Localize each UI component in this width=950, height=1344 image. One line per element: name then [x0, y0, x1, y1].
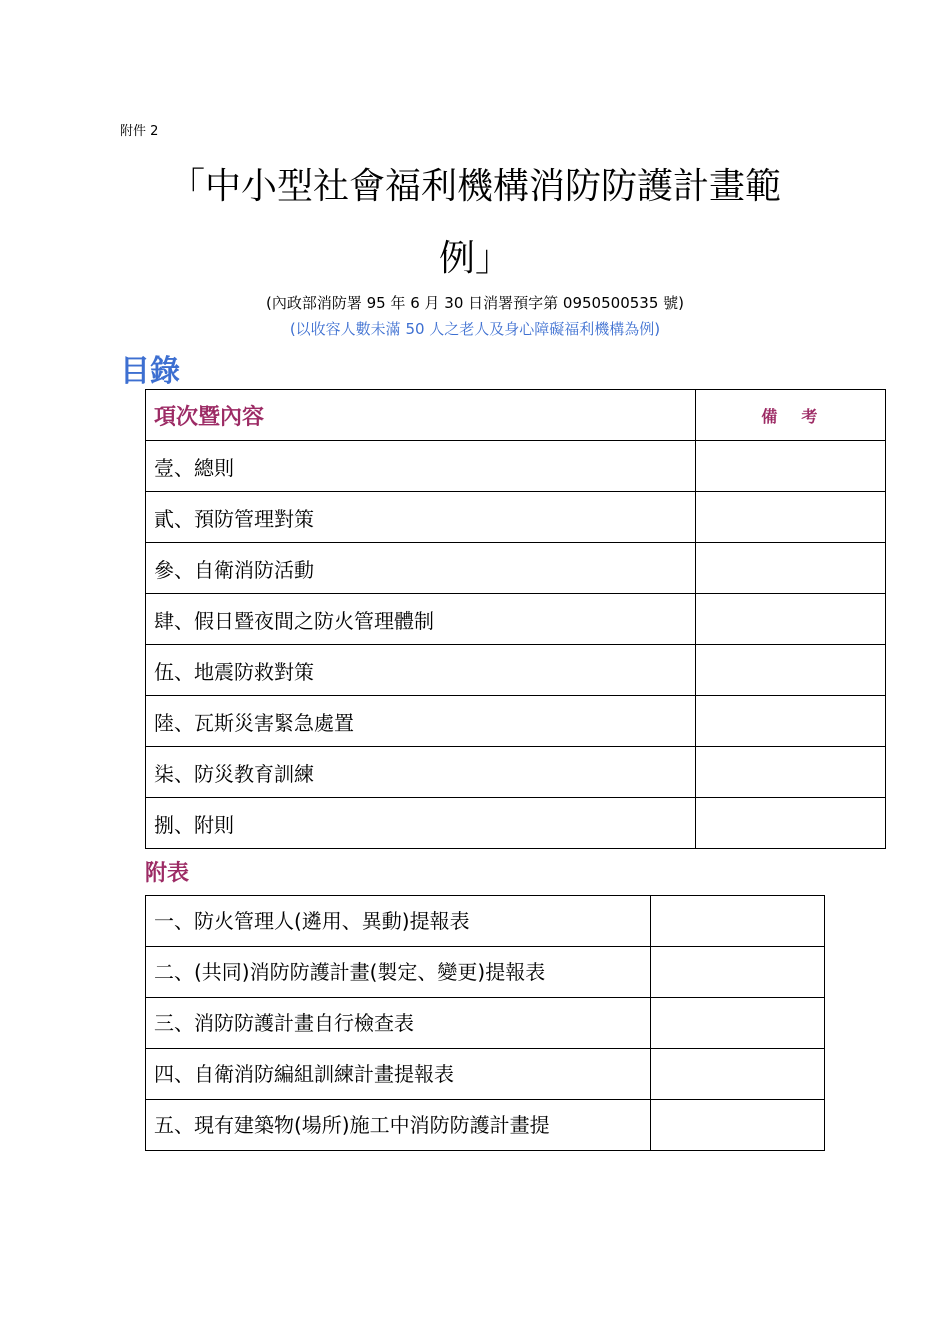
toc-remark-cell — [695, 492, 885, 543]
table-row — [146, 492, 886, 543]
toc-item: 柒、防災教育訓練 — [146, 747, 696, 798]
appendix-item: 四、自衛消防編組訓練計畫提報表 — [146, 1049, 651, 1100]
appendix-remark-cell — [651, 1100, 825, 1151]
table-row — [146, 543, 886, 594]
toc-heading: 目錄 — [120, 354, 180, 389]
table-row — [146, 896, 825, 947]
appendix-table — [145, 895, 825, 1151]
table-row — [146, 947, 825, 998]
document-reference: (內政部消防署 95 年 6 月 30 日消署預字第 0950500535 號) — [265, 294, 684, 312]
table-row — [146, 696, 886, 747]
toc-column-content-header: 項次暨內容 — [146, 390, 696, 441]
page-title-line-2: 例」 — [438, 238, 511, 279]
toc-item: 陸、瓦斯災害緊急處置 — [146, 696, 696, 747]
appendix-remark-cell — [651, 896, 825, 947]
toc-remark-cell — [695, 798, 885, 849]
table-row — [146, 1049, 825, 1100]
appendix-item: 五、現有建築物(場所)施工中消防防護計畫提 — [146, 1100, 651, 1151]
table-row — [146, 798, 886, 849]
toc-header-row — [146, 390, 886, 441]
toc-remark-cell — [695, 441, 885, 492]
table-row — [146, 1100, 825, 1151]
appendix-item: 二、(共同)消防防護計畫(製定、變更)提報表 — [146, 947, 651, 998]
document-scope-note: (以收容人數未滿 50 人之老人及身心障礙福利機構為例) — [289, 320, 661, 338]
toc-item: 捌、附則 — [146, 798, 696, 849]
appendix-remark-cell — [651, 947, 825, 998]
toc-column-remarks-header — [695, 390, 885, 441]
toc-table — [145, 389, 886, 849]
table-row — [146, 594, 886, 645]
toc-item: 壹、總則 — [146, 441, 696, 492]
appendix-item: 一、防火管理人(遴用、異動)提報表 — [146, 896, 651, 947]
toc-remark-cell — [695, 696, 885, 747]
table-row — [146, 441, 886, 492]
table-row — [146, 998, 825, 1049]
table-row — [146, 747, 886, 798]
toc-remark-cell — [695, 645, 885, 696]
page-title-line-1: 「中小型社會福利機構消防防護計畫範 — [168, 166, 781, 207]
appendix-item: 三、消防防護計畫自行檢查表 — [146, 998, 651, 1049]
table-row — [146, 645, 886, 696]
toc-remark-cell — [695, 543, 885, 594]
attachment-label: 附件 2 — [120, 124, 159, 139]
remarks-char-1: 備 — [761, 406, 780, 426]
appendix-remark-cell — [651, 998, 825, 1049]
toc-remark-cell — [695, 594, 885, 645]
appendix-heading: 附表 — [145, 861, 190, 886]
toc-item: 肆、假日暨夜間之防火管理體制 — [146, 594, 696, 645]
remarks-char-2: 考 — [801, 406, 820, 426]
appendix-remark-cell — [651, 1049, 825, 1100]
toc-remark-cell — [695, 747, 885, 798]
toc-item: 貳、預防管理對策 — [146, 492, 696, 543]
toc-item: 伍、地震防救對策 — [146, 645, 696, 696]
toc-item: 參、自衛消防活動 — [146, 543, 696, 594]
